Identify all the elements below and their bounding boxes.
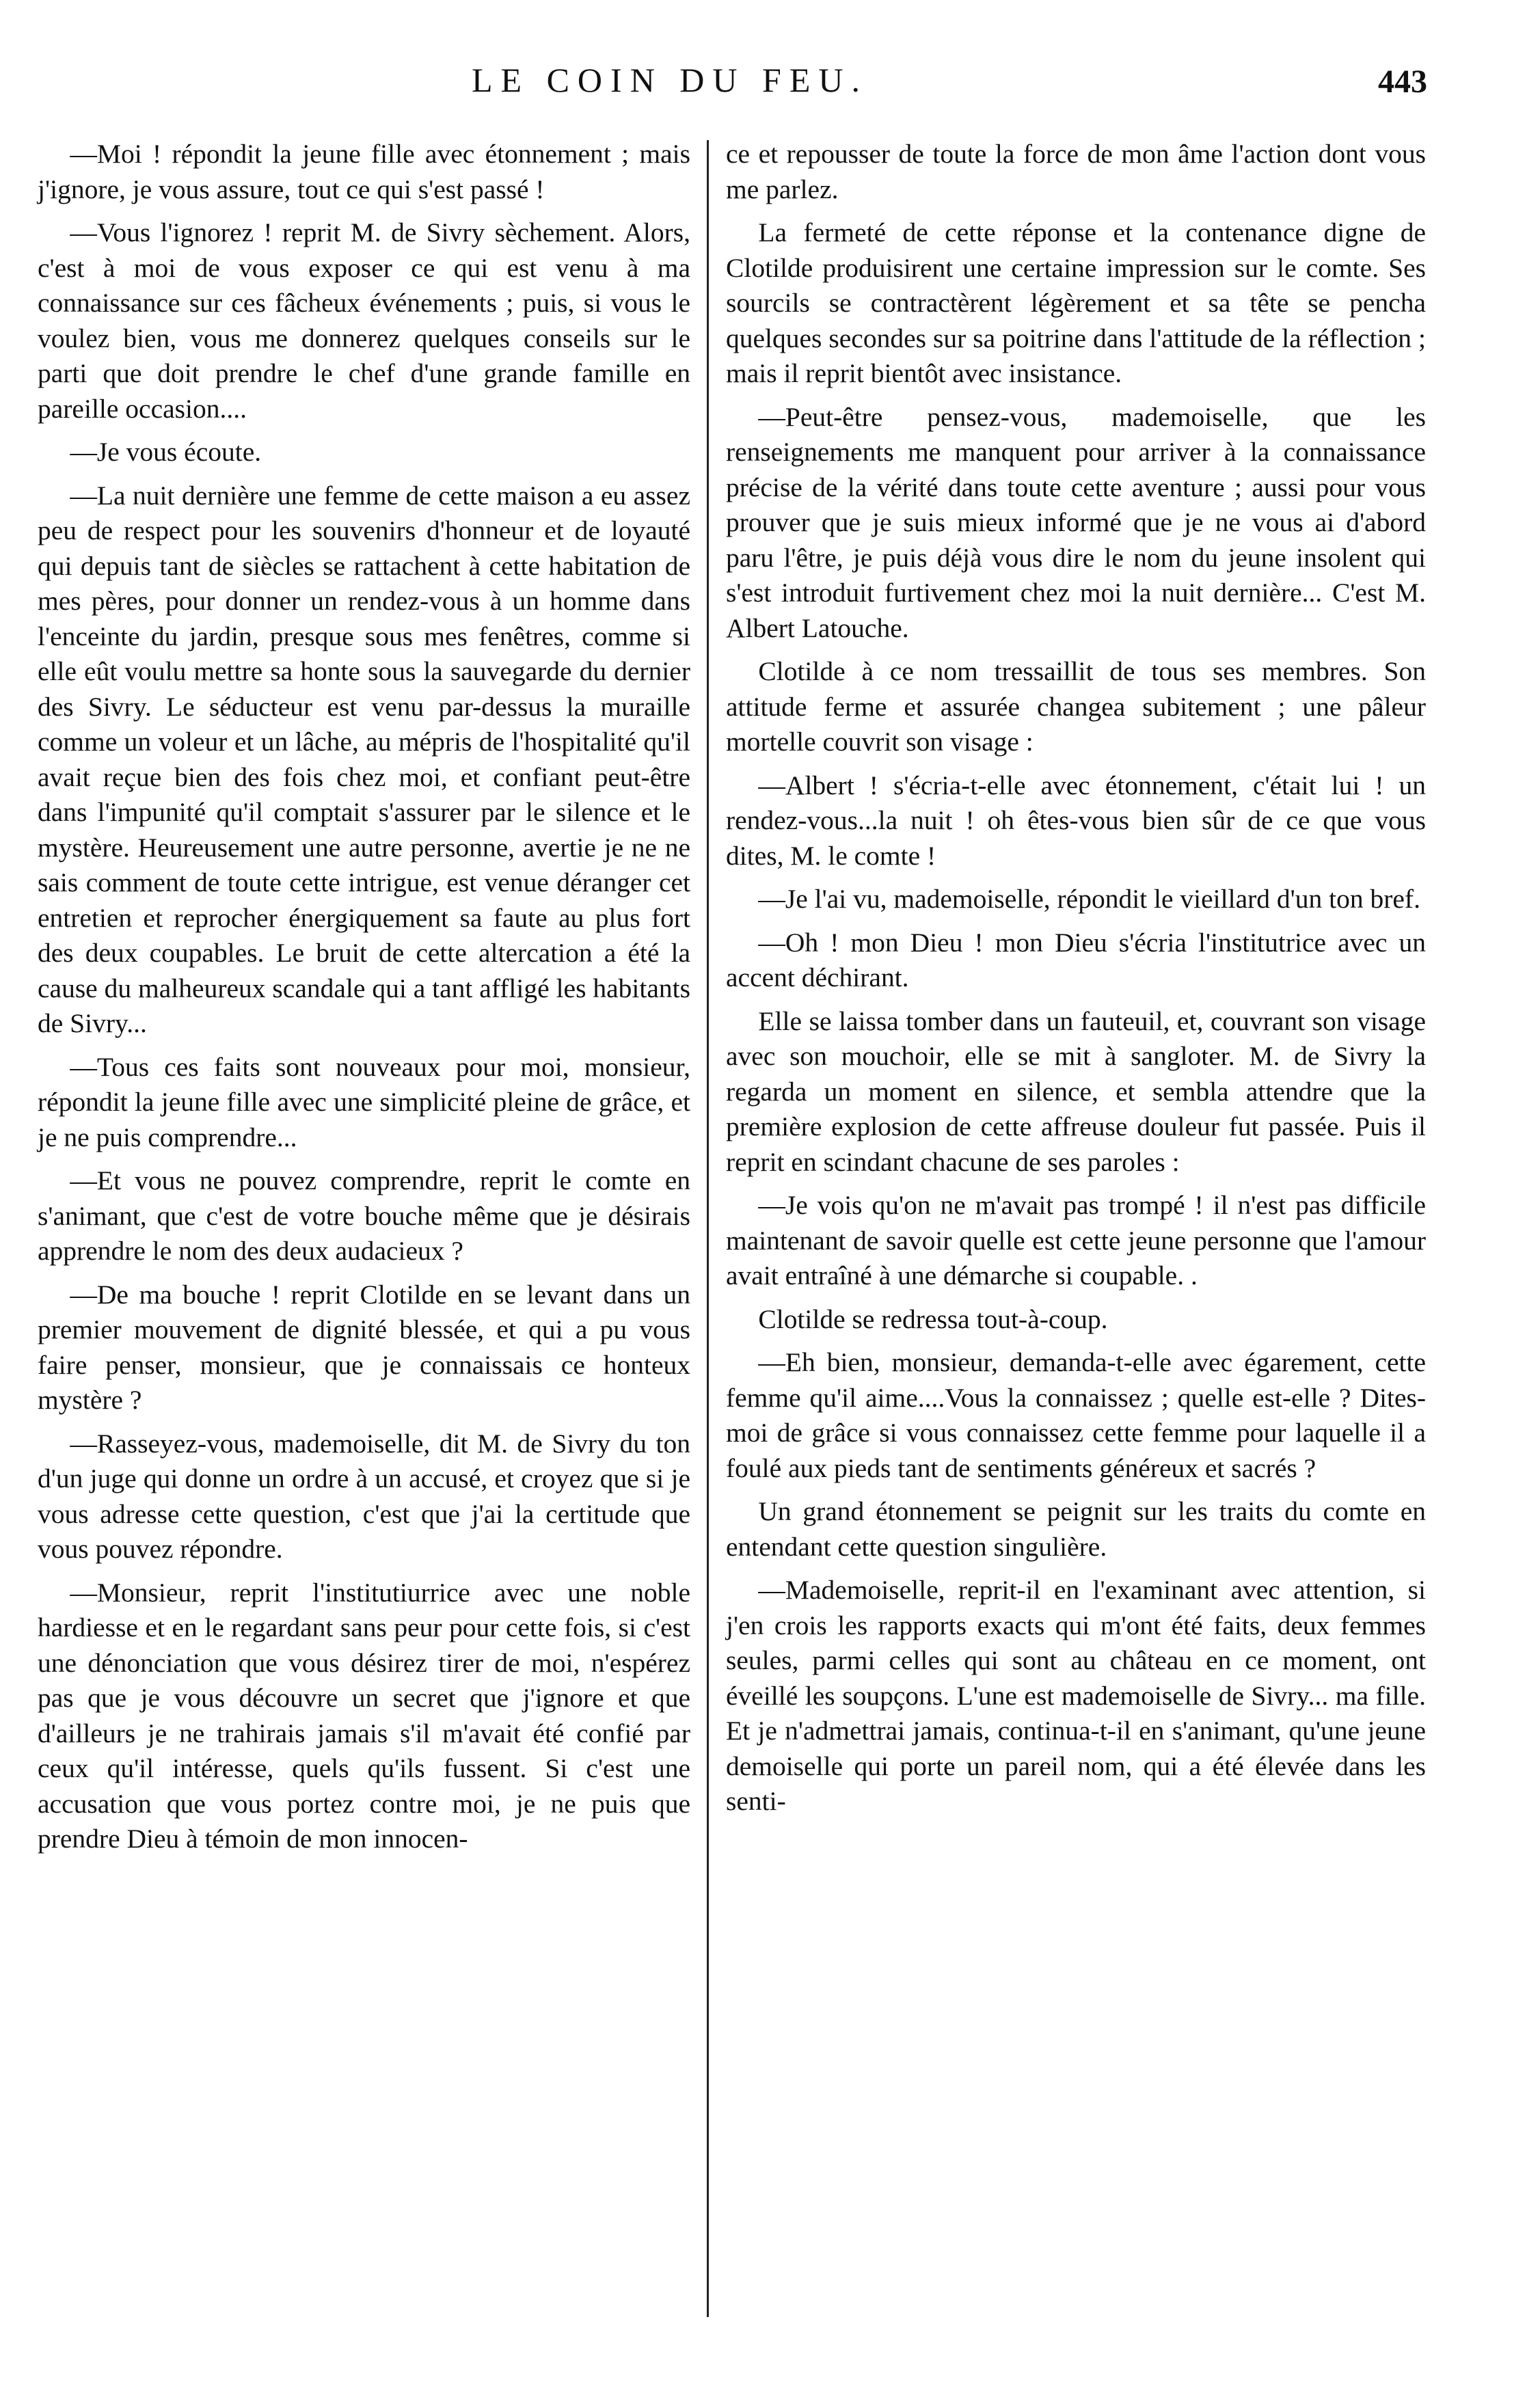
paragraph: —Vous l'ignorez ! reprit M. de Sivry sèchement. Alors, c'est à moi de vous exposer ce qui est venu à ma connaissance sur ces fâcheux événements ; puis, si vous le voulez bien, vous me donnerez quelques conseils sur le parti que doit prendre le chef d'une grande famille en pareille occasion.... <box>38 217 690 424</box>
paragraph: La fermeté de cette réponse et la contenance digne de Clotilde produisirent une certaine impression sur le comte. Ses sourcils se contractèrent légèrement et sa tête se pencha quelques secondes sur sa poitrine dans l'attitude de la réflection ; mais il reprit bientôt avec insistance. <box>726 217 1426 388</box>
paragraph-continuation: ce et repousser de toute la force de mon âme l'action dont vous me parlez. <box>726 139 1426 204</box>
paragraph: —Moi ! répondit la jeune fille avec étonnement ; mais j'ignore, je vous assure, tout ce qui s'est passé ! <box>38 139 690 204</box>
paragraph: —Et vous ne pouvez comprendre, reprit le comte en s'animant, que c'est de votre bouche même que je désirais apprendre le nom des deux audacieux ? <box>38 1165 690 1266</box>
paragraph: —Je vous écoute. <box>70 437 262 467</box>
paragraph: Elle se laissa tomber dans un fauteuil, et, couvrant son visage avec son mouchoir, elle se mit à sangloter. M. de Sivry la regarda un moment en silence, et sembla attendre que la première explosion de cette affreuse douleur fut passée. Puis il reprit en scindant chacune de ses paroles : <box>726 1005 1426 1177</box>
paragraph: —La nuit dernière une femme de cette maison a eu assez peu de respect pour les souvenirs d'honneur et de loyauté qui depuis tant de siècles se rattachent à cette habitation de mes pères, pour donner un rendez-vous à un homme dans l'enceinte du jardin, presque sous mes fenêtres, comme si elle eût voulu mettre sa honte sous la sauvegarde du dernier des Sivry. Le séducteur est venu par-dessus la muraille comme un voleur et un lâche, au mépris de l'hospitalité qu'il avait reçue bien des fois chez moi, et confiant peut-être dans l'impunité qu'il comptait s'assurer par le silence et le mystère. Heureusement une autre personne, avertie je ne ne sais comment de toute cette intrigue, est venue déranger cet entretien et reprocher énergiquement sa faute au plus fort des deux coupables. Le bruit de cette altercation a été la cause du malheureux scandale qui a tant affligé les habitants de Sivry... <box>38 480 690 1038</box>
right-column <box>726 137 1426 1828</box>
page-number: 443 <box>1378 64 1427 100</box>
paragraph: —Albert ! s'écria-t-elle avec étonnement, c'était lui ! un rendez-vous...la nuit ! oh êtes-vous bien sûr de ce que vous dites, M. le comte ! <box>726 770 1426 871</box>
paragraph: Un grand étonnement se peignit sur les traits du comte en entendant cette question singulière. <box>726 1496 1426 1562</box>
paragraph: —Je vois qu'on ne m'avait pas trompé ! il n'est pas difficile maintenant de savoir quelle est cette jeune personne que l'amour avait entraîné à une démarche si coupable. . <box>726 1190 1426 1290</box>
paragraph: —Eh bien, monsieur, demanda-t-elle avec égarement, cette femme qu'il aime....Vous la connaissez ; quelle est-elle ? Dites-moi de grâce si vous connaissez cette femme pour laquelle il a foulé aux pieds tant de sentiments généreux et sacrés ? <box>726 1347 1426 1483</box>
left-column <box>38 137 690 1865</box>
paragraph: —Monsieur, reprit l'institutiurrice avec une noble hardiesse et en le regardant sans peur pour cette fois, si c'est une dénonciation que vous désirez tirer de moi, n'espérez pas que je vous découvre un secret que j'ignore et que d'ailleurs je ne trahirais jamais s'il m'avait été confié par ceux qu'il intéresse, quels qu'ils fussent. Si c'est une accusation que vous portez contre moi, je ne puis que prendre Dieu à témoin de mon innocen- <box>38 1577 690 1854</box>
column-divider <box>707 140 709 2317</box>
paragraph: Clotilde à ce nom tressaillit de tous ses membres. Son attitude ferme et assurée changea subitement ; une pâleur mortelle couvrit son visage : <box>726 656 1426 757</box>
paragraph: —Peut-être pensez-vous, mademoiselle, que les renseignements me manquent pour arriver à la connaissance précise de la vérité dans toute cette aventure ; aussi pour vous prouver que je suis mieux informé que je ne vous ai d'abord paru l'être, je puis déjà vous dire le nom du jeune insolent qui s'est introduit furtivement chez moi la nuit dernière... C'est M. Albert Latouche. <box>726 401 1426 643</box>
paragraph: Clotilde se redressa tout-à-coup. <box>758 1303 1108 1334</box>
paragraph: —Je l'ai vu, mademoiselle, répondit le vieillard d'un ton bref. <box>758 884 1420 914</box>
paragraph: —De ma bouche ! reprit Clotilde en se levant dans un premier mouvement de dignité blessée, et qui a pu vous faire penser, monsieur, que je connaissais ce honteux mystère ? <box>38 1279 690 1415</box>
paragraph: —Rasseyez-vous, mademoiselle, dit M. de Sivry du ton d'un juge qui donne un ordre à un accusé, et croyez que si je vous adresse cette question, c'est que j'ai la certitude que vous pouvez répondre. <box>38 1428 690 1564</box>
paragraph: —Oh ! mon Dieu ! mon Dieu s'écria l'institutrice avec un accent déchirant. <box>726 927 1426 992</box>
running-title: LE COIN DU FEU. <box>472 61 868 99</box>
page-header <box>0 60 1540 115</box>
paragraph: —Tous ces faits sont nouveaux pour moi, monsieur, répondit la jeune fille avec une simplicité pleine de grâce, et je ne puis comprendre... <box>38 1051 690 1152</box>
paragraph: —Mademoiselle, reprit-il en l'examinant avec attention, si j'en crois les rapports exacts qui m'ont été faits, deux femmes seules, parmi celles qui sont au château en ce moment, ont éveillé les soupçons. L'une est mademoiselle de Sivry... ma fille. Et je n'admettrai jamais, continua-t-il en s'animant, qu'une jeune demoiselle qui porte un pareil nom, qui a été élevée dans les senti- <box>726 1575 1426 1816</box>
